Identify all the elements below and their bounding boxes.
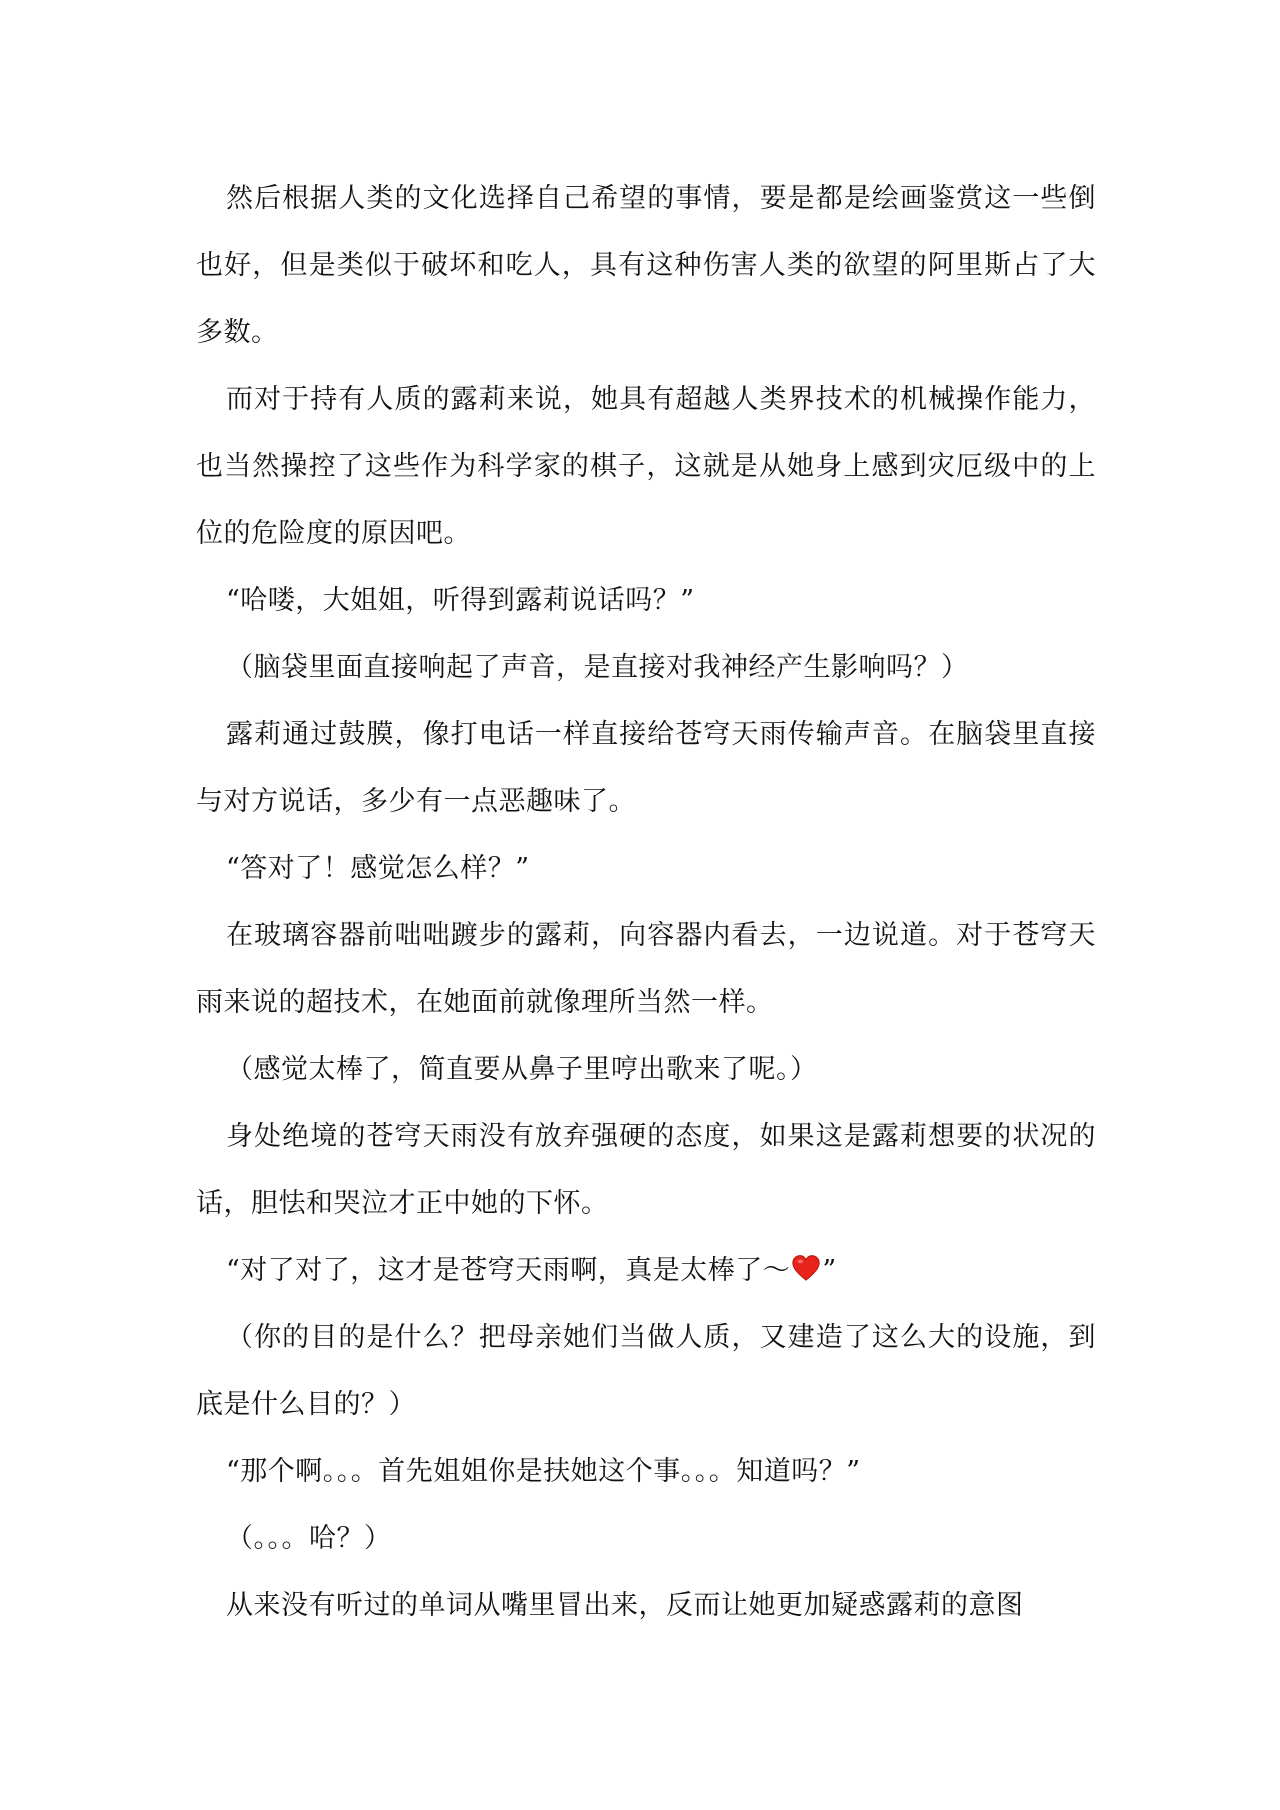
paragraph-8: （感觉太棒了，简直要从鼻子里哼出歌来了呢。） [226, 1054, 818, 1085]
paragraph-1: 然后根据人类的文化选择自己希望的事情，要是都是绘画鉴赏这一些倒也好，但是类似于破坏和吃人，具有这种伤害人类的欲望的阿里斯占了大多数。 [196, 183, 1096, 348]
paragraph-12: “那个啊。。。首先姐姐你是扶她这个事。。。知道吗？” [226, 1456, 861, 1487]
paragraph-heart-line [196, 1237, 1096, 1304]
paragraph-13: （。。。哈？） [226, 1523, 392, 1554]
paragraph-3: “哈喽，大姐姐，听得到露莉说话吗？” [226, 585, 695, 616]
document-page [196, 165, 1096, 1639]
heart-line-text: “对了对了，这才是苍穹天雨啊，真是太棒了～ [226, 1255, 791, 1286]
paragraph-7: 在玻璃容器前咄咄踱步的露莉，向容器内看去，一边说道。对于苍穹天雨来说的超技术，在她面前就像理所当然一样。 [196, 920, 1096, 1018]
paragraph-9: 身处绝境的苍穹天雨没有放弃强硬的态度，如果这是露莉想要的状况的话，胆怯和哭泣才正中她的下怀。 [196, 1121, 1096, 1219]
heart-icon [791, 1254, 821, 1282]
paragraph-4: （脑袋里面直接响起了声音，是直接对我神经产生影响吗？） [226, 652, 969, 683]
paragraph-14: 从来没有听过的单词从嘴里冒出来，反而让她更加疑惑露莉的意图 [226, 1590, 1024, 1621]
paragraph-11: （你的目的是什么？把母亲她们当做人质，又建造了这么大的设施，到底是什么目的？） [196, 1322, 1096, 1420]
paragraph-6: “答对了！感觉怎么样？” [226, 853, 530, 884]
paragraph-2: 而对于持有人质的露莉来说，她具有超越人类界技术的机械操作能力，也当然操控了这些作为科学家的棋子，这就是从她身上感到灾厄级中的上位的危险度的原因吧。 [196, 384, 1096, 549]
paragraph-5: 露莉通过鼓膜，像打电话一样直接给苍穹天雨传输声音。在脑袋里直接与对方说话，多少有一点恶趣味了。 [196, 719, 1096, 817]
heart-line-quote-close: ” [822, 1255, 837, 1286]
